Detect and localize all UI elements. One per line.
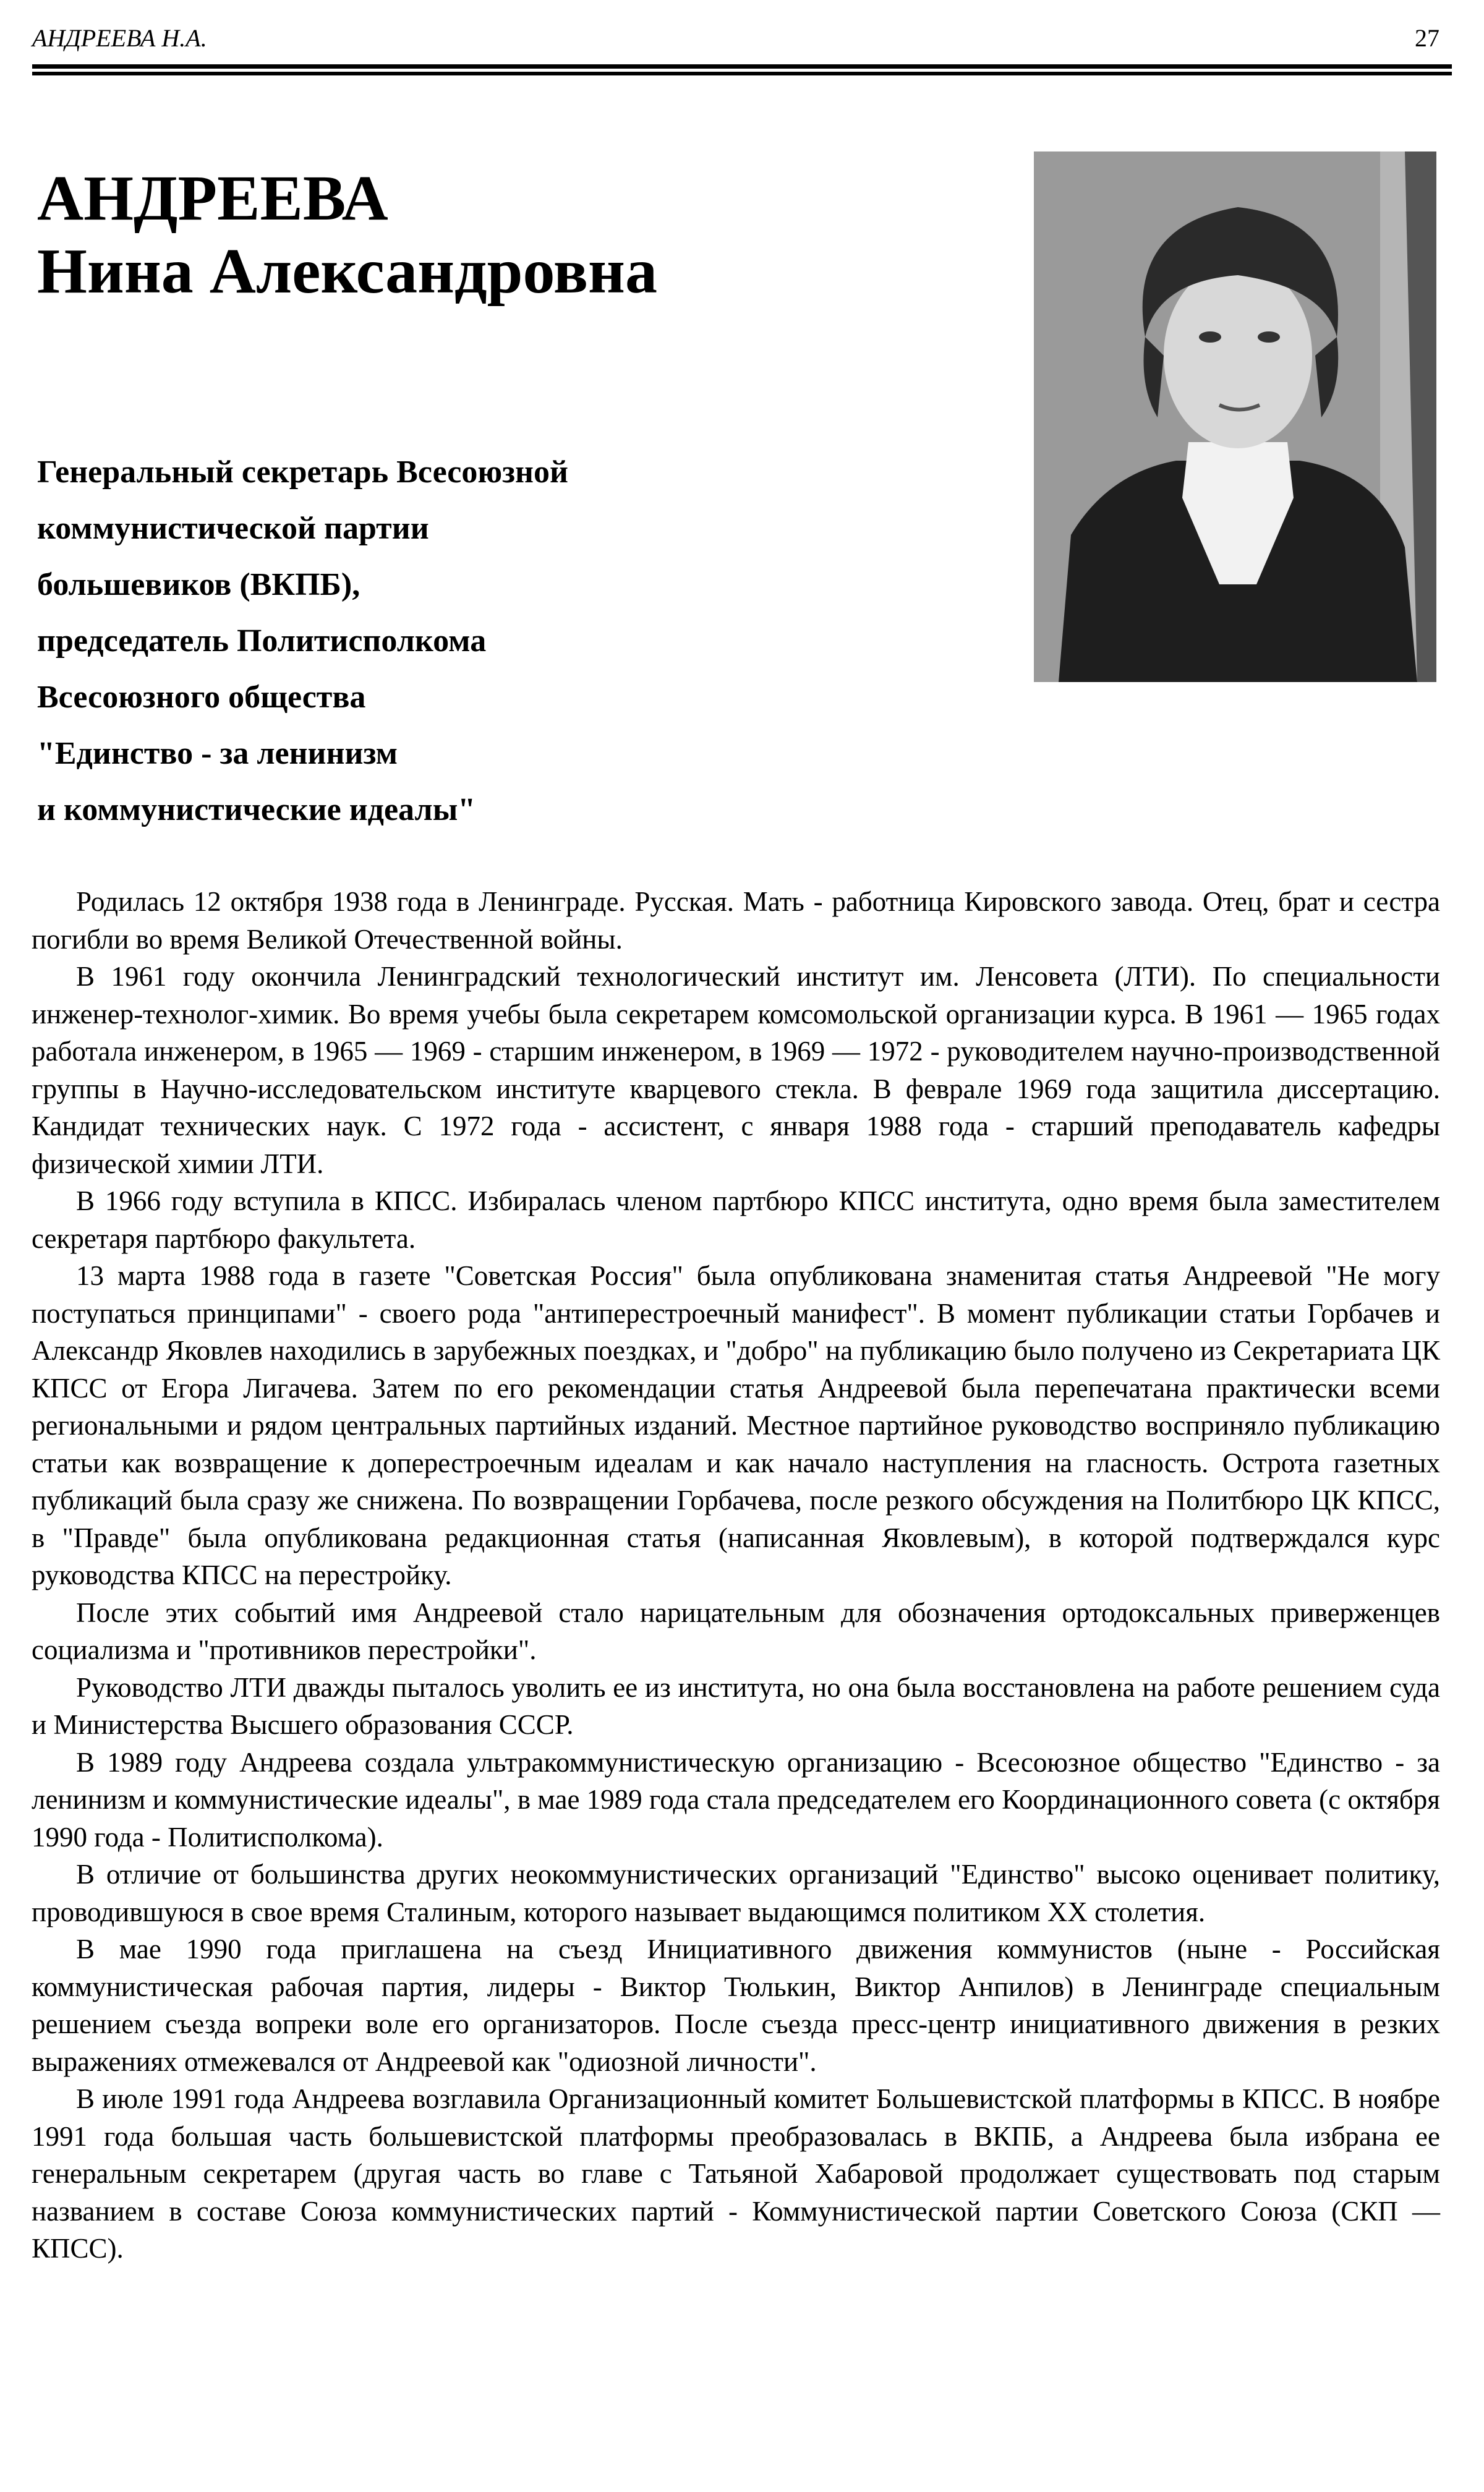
running-title: АНДРЕЕВА Н.А. bbox=[32, 24, 207, 52]
given-names: Нина Александровна bbox=[37, 236, 657, 307]
position-subtitle bbox=[37, 444, 568, 838]
paragraph: После этих событий имя Андреевой стало нарицательным для обозначения ортодоксальных приверженцев социализма и "противников перестройки". bbox=[32, 1597, 1440, 1665]
paragraph: В 1989 году Андреева создала ультракоммунистическую организацию - Всесоюзное общество "Единство - за ленинизм и коммунистические идеалы", в мае 1989 года стала председателем его Координационного совета (с октября 1990 года - Политисполкома). bbox=[32, 1746, 1440, 1853]
paragraph: В мае 1990 года приглашена на съезд Инициативного движения коммунистов (ныне - Российская коммунистическая рабочая партия, лидеры - Виктор Тюлькин, Виктор Анпилов) в Ленинграде специальным решением съезда вопреки воле его организаторов. После съезда пресс-центр инициативного движения в резких выражениях отмежевался от Андреевой как "одиозной личности". bbox=[32, 1934, 1440, 2077]
subtitle-line: председатель Политисполкома bbox=[37, 623, 487, 659]
paragraph: В 1966 году вступила в КПСС. Избиралась членом партбюро КПСС института, одно время была заместителем секретаря партбюро факультета. bbox=[32, 1185, 1440, 1254]
page-number: 27 bbox=[1415, 24, 1439, 52]
paragraph: Руководство ЛТИ дважды пыталось уволить ее из института, но она была восстановлена на работе решением суда и Министерства Высшего образования СССР. bbox=[32, 1671, 1440, 1740]
page-title bbox=[37, 162, 657, 308]
subtitle-line: большевиков (ВКПБ), bbox=[37, 567, 360, 602]
header-rule-bottom bbox=[32, 72, 1452, 75]
surname: АНДРЕЕВА bbox=[37, 163, 388, 234]
paragraph: В июле 1991 года Андреева возглавила Организационный комитет Большевистской платформы в КПСС. В ноябре 1991 года большая часть большевистской платформы преобразовалась в ВКПБ, а Андреева была избрана ее генеральным секретарем (другая часть во главе с Татьяной Хабаровой продолжает существовать под старым названием в составе Союза коммунистических партий - Коммунистической партии Советского Союза (СКП — КПСС). bbox=[32, 2083, 1440, 2264]
paragraph: В отличие от большинства других неокоммунистических организаций "Единство" высоко оценивает политику, проводившуюся в свое время Сталиным, которого называет выдающимся политиком XX столетия. bbox=[32, 1859, 1440, 1927]
biography-text bbox=[32, 883, 1440, 2268]
subtitle-line: "Единство - за ленинизм bbox=[37, 736, 398, 771]
portrait-photo bbox=[1034, 151, 1436, 682]
paragraph: В 1961 году окончила Ленинградский технологический институт им. Ленсовета (ЛТИ). По специальности инженер-технолог-химик. Во время учебы была секретарем комсомольской организации курса. В 1961 — 1965 годах работала инженером, в 1965 — 1969 - старшим инженером, в 1969 — 1972 - руководителем научно-производственной группы в Научно-исследовательском институте кварцевого стекла. В феврале 1969 года защитила диссертацию. Кандидат технических наук. С 1972 года - ассистент, с января 1988 года - старший преподаватель кафедры физической химии ЛТИ. bbox=[32, 961, 1440, 1179]
paragraph: 13 марта 1988 года в газете "Советская Россия" была опубликована знаменитая статья Андреевой "Не могу поступаться принципами" - своего рода "антиперестроечный манифест". В момент публикации статьи Горбачев и Александр Яковлев находились в зарубежных поездках, и "добро" на публикацию было получено из Секретариата ЦК КПСС от Егора Лигачева. Затем по его рекомендации статья Андреевой была перепечатана практически всеми региональными и рядом центральных партийных изданий. Местное партийное руководство восприняло публикацию статьи как возвращение к доперестроечным идеалам и как начало наступления на гласность. Острота газетных публикаций была сразу же снижена. По возвращении Горбачева, после резкого обсуждения на Политбюро ЦК КПСС, в "Правде" была опубликована редакционная статья (написанная Яковлевым), в которой подтверждался курс руководства КПСС на перестройку. bbox=[32, 1260, 1440, 1590]
subtitle-line: Всесоюзного общества bbox=[37, 680, 366, 715]
paragraph: Родилась 12 октября 1938 года в Ленинграде. Русская. Мать - работница Кировского завода. Отец, брат и сестра погибли во время Великой Отечественной войны. bbox=[32, 886, 1440, 955]
subtitle-line: Генеральный секретарь Всесоюзной bbox=[37, 454, 568, 490]
subtitle-line: коммунистической партии bbox=[37, 511, 429, 546]
subtitle-line: и коммунистические идеалы" bbox=[37, 792, 476, 827]
header-rule-top bbox=[32, 64, 1452, 69]
